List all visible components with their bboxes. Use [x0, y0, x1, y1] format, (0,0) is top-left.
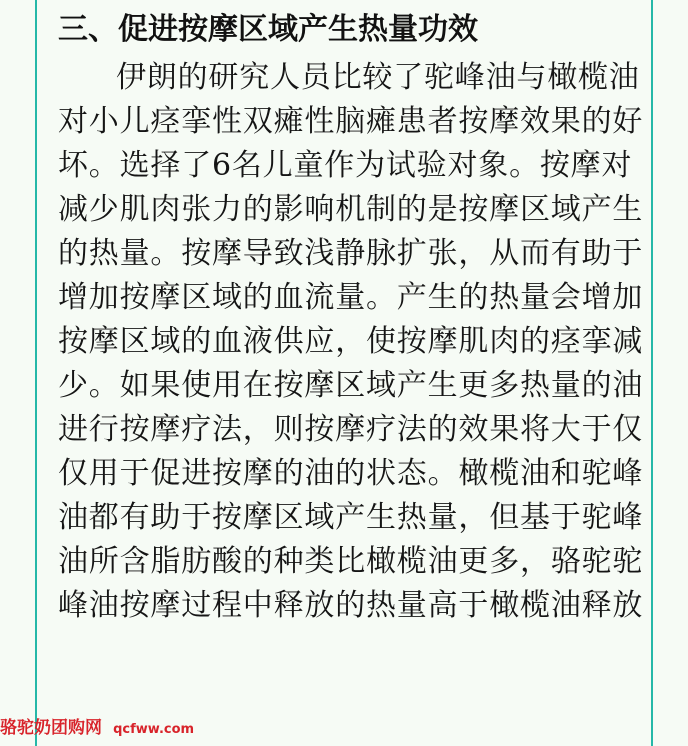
left-border-line [35, 0, 37, 746]
paragraph-line-13: 峰油按摩过程中释放的热量高于橄榄油释放 [58, 588, 644, 623]
paragraph-line-8: 少。如果使用在按摩区域产生更多热量的油 [58, 368, 644, 403]
paragraph-line-4: 减少肌肉张力的影响机制的是按摩区域产生 [58, 192, 644, 227]
right-border-line [651, 0, 653, 746]
section-heading: 三、促进按摩区域产生热量功效 [58, 12, 478, 47]
paragraph-line-12: 油所含脂肪酸的种类比橄榄油更多，骆驼驼 [58, 544, 644, 579]
paragraph-line-10: 仅用于促进按摩的油的状态。橄榄油和驼峰 [58, 456, 644, 491]
paragraph-line-9: 进行按摩疗法，则按摩疗法的效果将大于仅 [58, 412, 644, 447]
paragraph-line-7: 按摩区域的血液供应，使按摩肌肉的痉挛减 [58, 324, 644, 359]
site-watermark [0, 713, 194, 738]
article-paragraph [58, 56, 644, 628]
watermark-url: qcfww.com [113, 722, 195, 737]
paragraph-line-3: 坏。选择了6名儿童作为试验对象。按摩对 [58, 148, 633, 183]
paragraph-line-2: 对小儿痉挛性双瘫性脑瘫患者按摩效果的好 [58, 104, 644, 139]
paragraph-line-1: 伊朗的研究人员比较了驼峰油与橄榄油 [116, 60, 640, 95]
watermark-site-name: 骆驼奶团购网 [0, 718, 102, 738]
paragraph-line-5: 的热量。按摩导致浅静脉扩张，从而有助于 [58, 236, 644, 271]
paragraph-line-6: 增加按摩区域的血流量。产生的热量会增加 [58, 280, 644, 315]
paragraph-line-11: 油都有助于按摩区域产生热量，但基于驼峰 [58, 500, 644, 535]
